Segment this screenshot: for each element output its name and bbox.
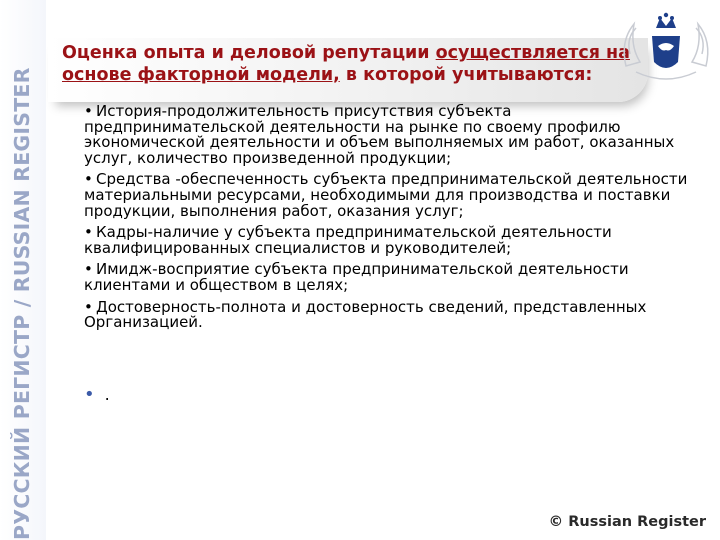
trailing-list-item xyxy=(84,384,110,405)
title-underlined-1: осуществляется на xyxy=(435,43,630,63)
list-item xyxy=(84,172,696,219)
title-underlined-2: основе факторной модели, xyxy=(62,65,340,85)
trailing-text: . xyxy=(104,385,110,404)
title-text-2: в которой учитываются: xyxy=(339,65,593,85)
bullet-marker: • xyxy=(84,384,95,405)
list-item xyxy=(84,104,696,166)
bullet-marker: • xyxy=(84,297,93,316)
list-item-text: Имидж-восприятие субъекта предпринимательской деятельности клиентами и обществом в целях; xyxy=(84,260,629,294)
list-item xyxy=(84,297,696,332)
vertical-brand-label: РУССКИЙ РЕГИСТР / RUSSIAN REGISTER xyxy=(10,67,34,540)
list-item-text: История-продолжительность присутствия субъекта предпринимательской деятельности на рынке по своему профилю экономической деятельности и объем выполняемых им работ, оказанных услуг, количество произведенной продукции; xyxy=(84,102,675,167)
list-item-text: Средства -обеспеченность субъекта предпринимательской деятельности материальными ресурсами, необходимыми для производства и поставки продукции, выполнения работ, оказания услуг; xyxy=(84,170,688,220)
list-item xyxy=(84,262,696,293)
bullet-marker: • xyxy=(84,102,93,120)
list-item xyxy=(84,225,696,256)
copyright-notice: © Russian Register xyxy=(548,514,706,530)
bullet-marker: • xyxy=(84,260,93,279)
coat-of-arms-emblem-icon xyxy=(616,6,716,86)
list-item-text: Достоверность-полнота и достоверность сведений, представленных Организацией. xyxy=(84,297,647,332)
bullet-marker: • xyxy=(84,170,93,189)
list-item-text: Кадры-наличие у субъекта предпринимательской деятельности квалифицированных специалистов и руководителей; xyxy=(84,223,612,257)
factor-list xyxy=(84,104,696,337)
title-text-1: Оценка опыта и деловой репутации xyxy=(62,43,436,63)
bullet-marker: • xyxy=(84,223,93,242)
page-title xyxy=(62,42,652,86)
